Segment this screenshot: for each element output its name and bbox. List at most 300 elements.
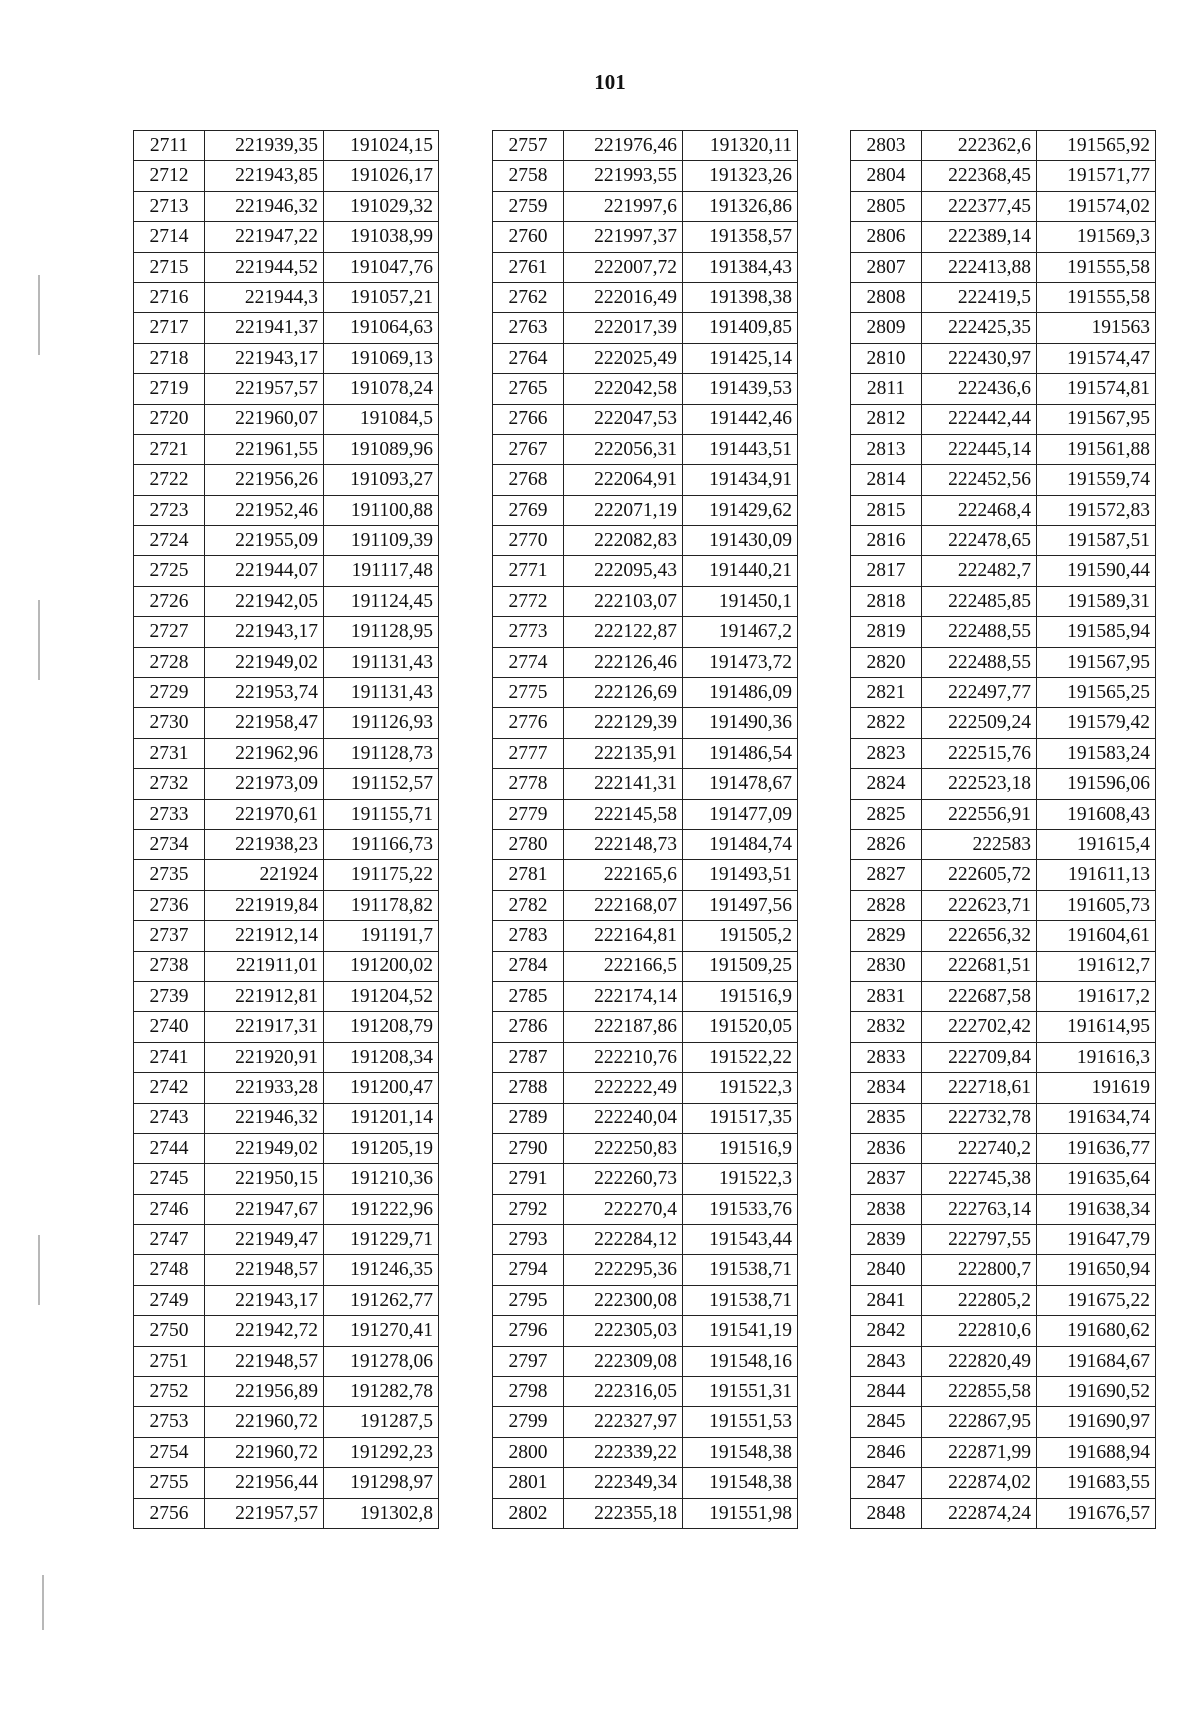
point-number-cell: 2819: [851, 617, 922, 647]
x-coordinate-cell: 222482,7: [922, 556, 1037, 586]
point-number-cell: 2761: [493, 252, 564, 282]
table-row: [134, 1164, 439, 1194]
point-number-cell: 2772: [493, 586, 564, 616]
point-number-cell: 2749: [134, 1285, 205, 1315]
y-coordinate-cell: 191572,83: [1037, 495, 1156, 525]
y-coordinate-cell: 191029,32: [324, 191, 439, 221]
table-row: [851, 799, 1156, 829]
table-row: [134, 860, 439, 890]
point-number-cell: 2820: [851, 647, 922, 677]
x-coordinate-cell: 221943,17: [205, 1285, 324, 1315]
y-coordinate-cell: 191384,43: [683, 252, 798, 282]
x-coordinate-cell: 221943,85: [205, 161, 324, 191]
point-number-cell: 2738: [134, 951, 205, 981]
table-row: [134, 465, 439, 495]
x-coordinate-cell: 221973,09: [205, 769, 324, 799]
y-coordinate-cell: 191615,4: [1037, 829, 1156, 859]
point-number-cell: 2795: [493, 1285, 564, 1315]
y-coordinate-cell: 191565,92: [1037, 131, 1156, 161]
table-row: [134, 799, 439, 829]
table-row: [851, 829, 1156, 859]
table-row: [134, 890, 439, 920]
x-coordinate-cell: 221933,28: [205, 1073, 324, 1103]
table-row: [493, 738, 798, 768]
x-coordinate-cell: 222702,42: [922, 1012, 1037, 1042]
table-row: [134, 1042, 439, 1072]
x-coordinate-cell: 221962,96: [205, 738, 324, 768]
x-coordinate-cell: 221942,72: [205, 1316, 324, 1346]
y-coordinate-cell: 191680,62: [1037, 1316, 1156, 1346]
point-number-cell: 2723: [134, 495, 205, 525]
y-coordinate-cell: 191614,95: [1037, 1012, 1156, 1042]
table-row: [134, 1437, 439, 1467]
table-row: [493, 708, 798, 738]
y-coordinate-cell: 191398,38: [683, 282, 798, 312]
table-row: [493, 222, 798, 252]
point-number-cell: 2781: [493, 860, 564, 890]
table-row: [493, 617, 798, 647]
table-row: [851, 1225, 1156, 1255]
point-number-cell: 2848: [851, 1498, 922, 1528]
y-coordinate-cell: 191612,7: [1037, 951, 1156, 981]
y-coordinate-cell: 191638,34: [1037, 1194, 1156, 1224]
x-coordinate-cell: 221946,32: [205, 191, 324, 221]
x-coordinate-cell: 221917,31: [205, 1012, 324, 1042]
point-number-cell: 2728: [134, 647, 205, 677]
x-coordinate-cell: 222148,73: [564, 829, 683, 859]
x-coordinate-cell: 222222,49: [564, 1073, 683, 1103]
table-row: [134, 1133, 439, 1163]
scan-artifact-line: [38, 600, 40, 680]
table-row: [851, 556, 1156, 586]
y-coordinate-cell: 191567,95: [1037, 404, 1156, 434]
table-row: [134, 708, 439, 738]
point-number-cell: 2831: [851, 981, 922, 1011]
table-row: [493, 1194, 798, 1224]
y-coordinate-cell: 191298,97: [324, 1468, 439, 1498]
table-row: [851, 282, 1156, 312]
x-coordinate-cell: 221961,55: [205, 434, 324, 464]
y-coordinate-cell: 191222,96: [324, 1194, 439, 1224]
point-number-cell: 2841: [851, 1285, 922, 1315]
y-coordinate-cell: 191675,22: [1037, 1285, 1156, 1315]
y-coordinate-cell: 191109,39: [324, 526, 439, 556]
point-number-cell: 2750: [134, 1316, 205, 1346]
point-number-cell: 2748: [134, 1255, 205, 1285]
point-number-cell: 2766: [493, 404, 564, 434]
table-row: [851, 981, 1156, 1011]
table-row: [851, 1407, 1156, 1437]
x-coordinate-cell: 221957,57: [205, 1498, 324, 1528]
point-number-cell: 2816: [851, 526, 922, 556]
point-number-cell: 2794: [493, 1255, 564, 1285]
x-coordinate-cell: 222452,56: [922, 465, 1037, 495]
y-coordinate-cell: 191684,67: [1037, 1346, 1156, 1376]
point-number-cell: 2843: [851, 1346, 922, 1376]
x-coordinate-cell: 221944,3: [205, 282, 324, 312]
table-row: [851, 1377, 1156, 1407]
scan-artifact-line: [42, 1575, 44, 1630]
point-number-cell: 2774: [493, 647, 564, 677]
x-coordinate-cell: 221942,05: [205, 586, 324, 616]
x-coordinate-cell: 222445,14: [922, 434, 1037, 464]
point-number-cell: 2821: [851, 678, 922, 708]
y-coordinate-cell: 191128,73: [324, 738, 439, 768]
y-coordinate-cell: 191596,06: [1037, 769, 1156, 799]
table-row: [493, 282, 798, 312]
table-row: [493, 313, 798, 343]
y-coordinate-cell: 191551,98: [683, 1498, 798, 1528]
table-row: [134, 252, 439, 282]
point-number-cell: 2733: [134, 799, 205, 829]
x-coordinate-cell: 222141,31: [564, 769, 683, 799]
x-coordinate-cell: 222145,58: [564, 799, 683, 829]
y-coordinate-cell: 191262,77: [324, 1285, 439, 1315]
point-number-cell: 2722: [134, 465, 205, 495]
table-row: [851, 1316, 1156, 1346]
point-number-cell: 2807: [851, 252, 922, 282]
point-number-cell: 2813: [851, 434, 922, 464]
x-coordinate-cell: 222623,71: [922, 890, 1037, 920]
y-coordinate-cell: 191567,95: [1037, 647, 1156, 677]
x-coordinate-cell: 221912,81: [205, 981, 324, 1011]
y-coordinate-cell: 191320,11: [683, 131, 798, 161]
point-number-cell: 2811: [851, 374, 922, 404]
table-row: [493, 890, 798, 920]
x-coordinate-cell: 222485,85: [922, 586, 1037, 616]
point-number-cell: 2758: [493, 161, 564, 191]
table-row: [134, 951, 439, 981]
table-row: [493, 1103, 798, 1133]
point-number-cell: 2755: [134, 1468, 205, 1498]
y-coordinate-cell: 191026,17: [324, 161, 439, 191]
x-coordinate-cell: 221997,37: [564, 222, 683, 252]
x-coordinate-cell: 222377,45: [922, 191, 1037, 221]
x-coordinate-cell: 222327,97: [564, 1407, 683, 1437]
table-row: [851, 1468, 1156, 1498]
point-number-cell: 2793: [493, 1225, 564, 1255]
y-coordinate-cell: 191117,48: [324, 556, 439, 586]
y-coordinate-cell: 191690,97: [1037, 1407, 1156, 1437]
point-number-cell: 2782: [493, 890, 564, 920]
table-row: [493, 1255, 798, 1285]
point-number-cell: 2817: [851, 556, 922, 586]
point-number-cell: 2770: [493, 526, 564, 556]
y-coordinate-cell: 191565,25: [1037, 678, 1156, 708]
point-number-cell: 2754: [134, 1437, 205, 1467]
y-coordinate-cell: 191574,02: [1037, 191, 1156, 221]
table-row: [134, 282, 439, 312]
point-number-cell: 2713: [134, 191, 205, 221]
table-row: [493, 495, 798, 525]
table-row: [134, 617, 439, 647]
point-number-cell: 2800: [493, 1437, 564, 1467]
table-row: [134, 921, 439, 951]
y-coordinate-cell: 191131,43: [324, 647, 439, 677]
y-coordinate-cell: 191608,43: [1037, 799, 1156, 829]
y-coordinate-cell: 191430,09: [683, 526, 798, 556]
point-number-cell: 2822: [851, 708, 922, 738]
table-row: [493, 951, 798, 981]
y-coordinate-cell: 191543,44: [683, 1225, 798, 1255]
x-coordinate-cell: 222250,83: [564, 1133, 683, 1163]
y-coordinate-cell: 191583,24: [1037, 738, 1156, 768]
x-coordinate-cell: 222309,08: [564, 1346, 683, 1376]
y-coordinate-cell: 191636,77: [1037, 1133, 1156, 1163]
y-coordinate-cell: 191647,79: [1037, 1225, 1156, 1255]
table-row: [851, 131, 1156, 161]
y-coordinate-cell: 191688,94: [1037, 1437, 1156, 1467]
y-coordinate-cell: 191057,21: [324, 282, 439, 312]
x-coordinate-cell: 222874,02: [922, 1468, 1037, 1498]
y-coordinate-cell: 191100,88: [324, 495, 439, 525]
x-coordinate-cell: 222095,43: [564, 556, 683, 586]
x-coordinate-cell: 221911,01: [205, 951, 324, 981]
x-coordinate-cell: 222260,73: [564, 1164, 683, 1194]
x-coordinate-cell: 221912,14: [205, 921, 324, 951]
y-coordinate-cell: 191089,96: [324, 434, 439, 464]
table-row: [493, 1316, 798, 1346]
table-row: [851, 495, 1156, 525]
y-coordinate-cell: 191509,25: [683, 951, 798, 981]
y-coordinate-cell: 191152,57: [324, 769, 439, 799]
point-number-cell: 2759: [493, 191, 564, 221]
y-coordinate-cell: 191634,74: [1037, 1103, 1156, 1133]
x-coordinate-cell: 222389,14: [922, 222, 1037, 252]
x-coordinate-cell: 222442,44: [922, 404, 1037, 434]
point-number-cell: 2768: [493, 465, 564, 495]
table-row: [851, 1133, 1156, 1163]
y-coordinate-cell: 191561,88: [1037, 434, 1156, 464]
y-coordinate-cell: 191204,52: [324, 981, 439, 1011]
point-number-cell: 2809: [851, 313, 922, 343]
x-coordinate-cell: 222025,49: [564, 343, 683, 373]
table-row: [851, 1194, 1156, 1224]
point-number-cell: 2765: [493, 374, 564, 404]
table-row: [134, 1346, 439, 1376]
x-coordinate-cell: 222174,14: [564, 981, 683, 1011]
x-coordinate-cell: 221946,32: [205, 1103, 324, 1133]
table-row: [851, 1498, 1156, 1528]
x-coordinate-cell: 221955,09: [205, 526, 324, 556]
point-number-cell: 2797: [493, 1346, 564, 1376]
x-coordinate-cell: 221939,35: [205, 131, 324, 161]
scan-artifact-line: [38, 1235, 40, 1305]
point-number-cell: 2805: [851, 191, 922, 221]
x-coordinate-cell: 221976,46: [564, 131, 683, 161]
x-coordinate-cell: 221938,23: [205, 829, 324, 859]
table-row: [134, 1194, 439, 1224]
point-number-cell: 2808: [851, 282, 922, 312]
table-row: [493, 404, 798, 434]
y-coordinate-cell: 191548,38: [683, 1468, 798, 1498]
point-number-cell: 2818: [851, 586, 922, 616]
y-coordinate-cell: 191676,57: [1037, 1498, 1156, 1528]
x-coordinate-cell: 221956,26: [205, 465, 324, 495]
point-number-cell: 2790: [493, 1133, 564, 1163]
point-number-cell: 2756: [134, 1498, 205, 1528]
x-coordinate-cell: 222583: [922, 829, 1037, 859]
x-coordinate-cell: 222126,69: [564, 678, 683, 708]
y-coordinate-cell: 191574,81: [1037, 374, 1156, 404]
y-coordinate-cell: 191126,93: [324, 708, 439, 738]
point-number-cell: 2752: [134, 1377, 205, 1407]
table-row: [134, 1407, 439, 1437]
x-coordinate-cell: 222339,22: [564, 1437, 683, 1467]
table-row: [851, 1285, 1156, 1315]
point-number-cell: 2847: [851, 1468, 922, 1498]
x-coordinate-cell: 222436,6: [922, 374, 1037, 404]
y-coordinate-cell: 191517,35: [683, 1103, 798, 1133]
x-coordinate-cell: 221956,44: [205, 1468, 324, 1498]
page-number: 101: [594, 70, 626, 94]
y-coordinate-cell: 191064,63: [324, 313, 439, 343]
point-number-cell: 2762: [493, 282, 564, 312]
table-row: [851, 708, 1156, 738]
coordinate-table-1: [133, 130, 439, 1529]
table-row: [134, 586, 439, 616]
x-coordinate-cell: 221960,72: [205, 1437, 324, 1467]
table-row: [851, 586, 1156, 616]
point-number-cell: 2771: [493, 556, 564, 586]
point-number-cell: 2824: [851, 769, 922, 799]
x-coordinate-cell: 222656,32: [922, 921, 1037, 951]
point-number-cell: 2741: [134, 1042, 205, 1072]
y-coordinate-cell: 191278,06: [324, 1346, 439, 1376]
x-coordinate-cell: 222270,4: [564, 1194, 683, 1224]
point-number-cell: 2846: [851, 1437, 922, 1467]
x-coordinate-cell: 222687,58: [922, 981, 1037, 1011]
x-coordinate-cell: 222419,5: [922, 282, 1037, 312]
point-number-cell: 2777: [493, 738, 564, 768]
y-coordinate-cell: 191477,09: [683, 799, 798, 829]
table-row: [134, 434, 439, 464]
point-number-cell: 2718: [134, 343, 205, 373]
table-row: [493, 1346, 798, 1376]
x-coordinate-cell: 222509,24: [922, 708, 1037, 738]
y-coordinate-cell: 191533,76: [683, 1194, 798, 1224]
x-coordinate-cell: 221948,57: [205, 1346, 324, 1376]
table-row: [851, 951, 1156, 981]
table-row: [134, 131, 439, 161]
y-coordinate-cell: 191450,1: [683, 586, 798, 616]
x-coordinate-cell: 222867,95: [922, 1407, 1037, 1437]
x-coordinate-cell: 222187,86: [564, 1012, 683, 1042]
point-number-cell: 2815: [851, 495, 922, 525]
y-coordinate-cell: 191205,19: [324, 1133, 439, 1163]
y-coordinate-cell: 191516,9: [683, 1133, 798, 1163]
y-coordinate-cell: 191229,71: [324, 1225, 439, 1255]
x-coordinate-cell: 222362,6: [922, 131, 1037, 161]
x-coordinate-cell: 221944,52: [205, 252, 324, 282]
coordinate-table-2: [492, 130, 798, 1529]
y-coordinate-cell: 191326,86: [683, 191, 798, 221]
y-coordinate-cell: 191548,38: [683, 1437, 798, 1467]
x-coordinate-cell: 221947,22: [205, 222, 324, 252]
point-number-cell: 2747: [134, 1225, 205, 1255]
table-row: [134, 404, 439, 434]
point-number-cell: 2714: [134, 222, 205, 252]
point-number-cell: 2739: [134, 981, 205, 1011]
table-row: [134, 222, 439, 252]
point-number-cell: 2832: [851, 1012, 922, 1042]
y-coordinate-cell: 191505,2: [683, 921, 798, 951]
table-row: [493, 586, 798, 616]
point-number-cell: 2837: [851, 1164, 922, 1194]
point-number-cell: 2730: [134, 708, 205, 738]
y-coordinate-cell: 191585,94: [1037, 617, 1156, 647]
x-coordinate-cell: 221970,61: [205, 799, 324, 829]
x-coordinate-cell: 222355,18: [564, 1498, 683, 1528]
point-number-cell: 2711: [134, 131, 205, 161]
x-coordinate-cell: 221952,46: [205, 495, 324, 525]
table-row: [493, 860, 798, 890]
y-coordinate-cell: 191131,43: [324, 678, 439, 708]
y-coordinate-cell: 191522,3: [683, 1164, 798, 1194]
x-coordinate-cell: 222017,39: [564, 313, 683, 343]
table-row: [134, 556, 439, 586]
point-number-cell: 2778: [493, 769, 564, 799]
x-coordinate-cell: 221993,55: [564, 161, 683, 191]
point-number-cell: 2834: [851, 1073, 922, 1103]
x-coordinate-cell: 222007,72: [564, 252, 683, 282]
point-number-cell: 2745: [134, 1164, 205, 1194]
table-row: [493, 678, 798, 708]
x-coordinate-cell: 222497,77: [922, 678, 1037, 708]
y-coordinate-cell: 191124,45: [324, 586, 439, 616]
x-coordinate-cell: 222165,6: [564, 860, 683, 890]
table-row: [851, 890, 1156, 920]
x-coordinate-cell: 222300,08: [564, 1285, 683, 1315]
y-coordinate-cell: 191548,16: [683, 1346, 798, 1376]
table-row: [851, 1164, 1156, 1194]
point-number-cell: 2735: [134, 860, 205, 890]
table-row: [851, 678, 1156, 708]
table-row: [493, 374, 798, 404]
point-number-cell: 2779: [493, 799, 564, 829]
x-coordinate-cell: 222103,07: [564, 586, 683, 616]
point-number-cell: 2715: [134, 252, 205, 282]
y-coordinate-cell: 191292,23: [324, 1437, 439, 1467]
table-row: [851, 1042, 1156, 1072]
y-coordinate-cell: 191439,53: [683, 374, 798, 404]
point-number-cell: 2743: [134, 1103, 205, 1133]
table-row: [493, 1498, 798, 1528]
y-coordinate-cell: 191047,76: [324, 252, 439, 282]
point-number-cell: 2803: [851, 131, 922, 161]
y-coordinate-cell: 191559,74: [1037, 465, 1156, 495]
table-row: [851, 526, 1156, 556]
y-coordinate-cell: 191538,71: [683, 1285, 798, 1315]
x-coordinate-cell: 222855,58: [922, 1377, 1037, 1407]
y-coordinate-cell: 191078,24: [324, 374, 439, 404]
y-coordinate-cell: 191210,36: [324, 1164, 439, 1194]
x-coordinate-cell: 222488,55: [922, 647, 1037, 677]
table-row: [493, 769, 798, 799]
table-row: [851, 769, 1156, 799]
x-coordinate-cell: 222210,76: [564, 1042, 683, 1072]
x-coordinate-cell: 222047,53: [564, 404, 683, 434]
table-row: [134, 1225, 439, 1255]
y-coordinate-cell: 191155,71: [324, 799, 439, 829]
point-number-cell: 2787: [493, 1042, 564, 1072]
x-coordinate-cell: 222064,91: [564, 465, 683, 495]
table-row: [493, 1285, 798, 1315]
y-coordinate-cell: 191484,74: [683, 829, 798, 859]
table-row: [134, 313, 439, 343]
table-row: [851, 860, 1156, 890]
point-number-cell: 2842: [851, 1316, 922, 1346]
